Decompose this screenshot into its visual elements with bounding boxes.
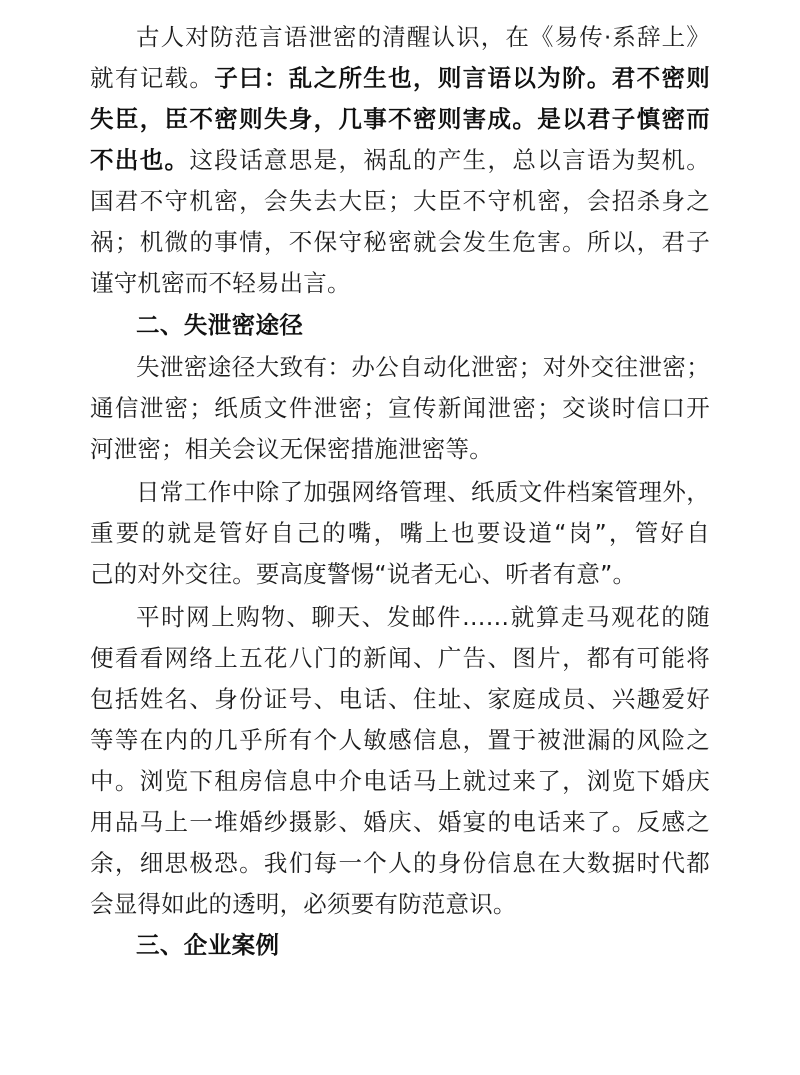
- paragraph-1-line-4: [90, 145, 710, 175]
- section-heading-3: 三、企业案例: [136, 931, 280, 959]
- paragraph-4-line-7: 余，细思极恐。我们每一个人的身份信息在大数据时代都: [90, 849, 710, 877]
- paragraph-4-line-8: 会显得如此的透明，必须要有防范意识。: [90, 890, 517, 918]
- paragraph-3-line-3: 己的对外交往。要高度警惕“说者无心、听者有意”。: [90, 560, 637, 588]
- paragraph-4-line-5: 中。浏览下租房信息中介电话马上就过来了，浏览下婚庆: [90, 767, 710, 795]
- paragraph-2-line-2: 通信泄密；纸质文件泄密；宣传新闻泄密；交谈时信口开: [90, 394, 710, 422]
- paragraph-1-line-5: 国君不守机密，会失去大臣；大臣不守机密，会招杀身之: [90, 187, 710, 215]
- paragraph-2-line-1: 失泄密途径大致有：办公自动化泄密；对外交往泄密；: [136, 353, 710, 381]
- paragraph-3-line-2: 重要的就是管好自己的嘴，嘴上也要设道“岗”，管好自: [90, 519, 710, 547]
- paragraph-1-line-6: 祸；机微的事情，不保守秘密就会发生危害。所以，君子: [90, 228, 710, 256]
- paragraph-4-line-6: 用品马上一堆婚纱摄影、婚庆、婚宴的电话来了。反感之: [90, 808, 710, 836]
- paragraph-1-line-4-rest: 这段话意思是，祸乱的产生，总以言语为契机。: [189, 146, 710, 174]
- paragraph-3-line-1: 日常工作中除了加强网络管理、纸质文件档案管理外，: [136, 478, 710, 506]
- paragraph-2-line-3: 河泄密；相关会议无保密措施泄密等。: [90, 435, 493, 463]
- paragraph-4-line-4: 等等在内的几乎所有个人敏感信息，置于被泄漏的风险之: [90, 726, 710, 754]
- paragraph-1-line-2: [90, 63, 710, 93]
- paragraph-4-line-3: 包括姓名、身份证号、电话、住址、家庭成员、兴趣爱好: [90, 685, 710, 713]
- paragraph-1-quote-part-3: 不出也。: [90, 146, 190, 174]
- paragraph-1-line-1: 古人对防范言语泄密的清醒认识，在《易传·系辞上》: [136, 23, 710, 51]
- paragraph-1-quote-part-1: 子曰：乱之所生也，则言语以为阶。君不密则: [214, 64, 711, 92]
- section-heading-2: 二、失泄密途径: [136, 311, 304, 339]
- paragraph-1-quote-part-2: 失臣，臣不密则失身，几事不密则害成。是以君子慎密而: [90, 105, 710, 133]
- paragraph-4-line-2: 便看看网络上五花八门的新闻、广告、图片，都有可能将: [90, 644, 710, 672]
- paragraph-4-line-1: 平时网上购物、聊天、发邮件……就算走马观花的随: [136, 603, 710, 631]
- paragraph-1-line-2-prefix: 就有记载。: [90, 64, 215, 92]
- paragraph-1-line-7: 谨守机密而不轻易出言。: [90, 269, 351, 297]
